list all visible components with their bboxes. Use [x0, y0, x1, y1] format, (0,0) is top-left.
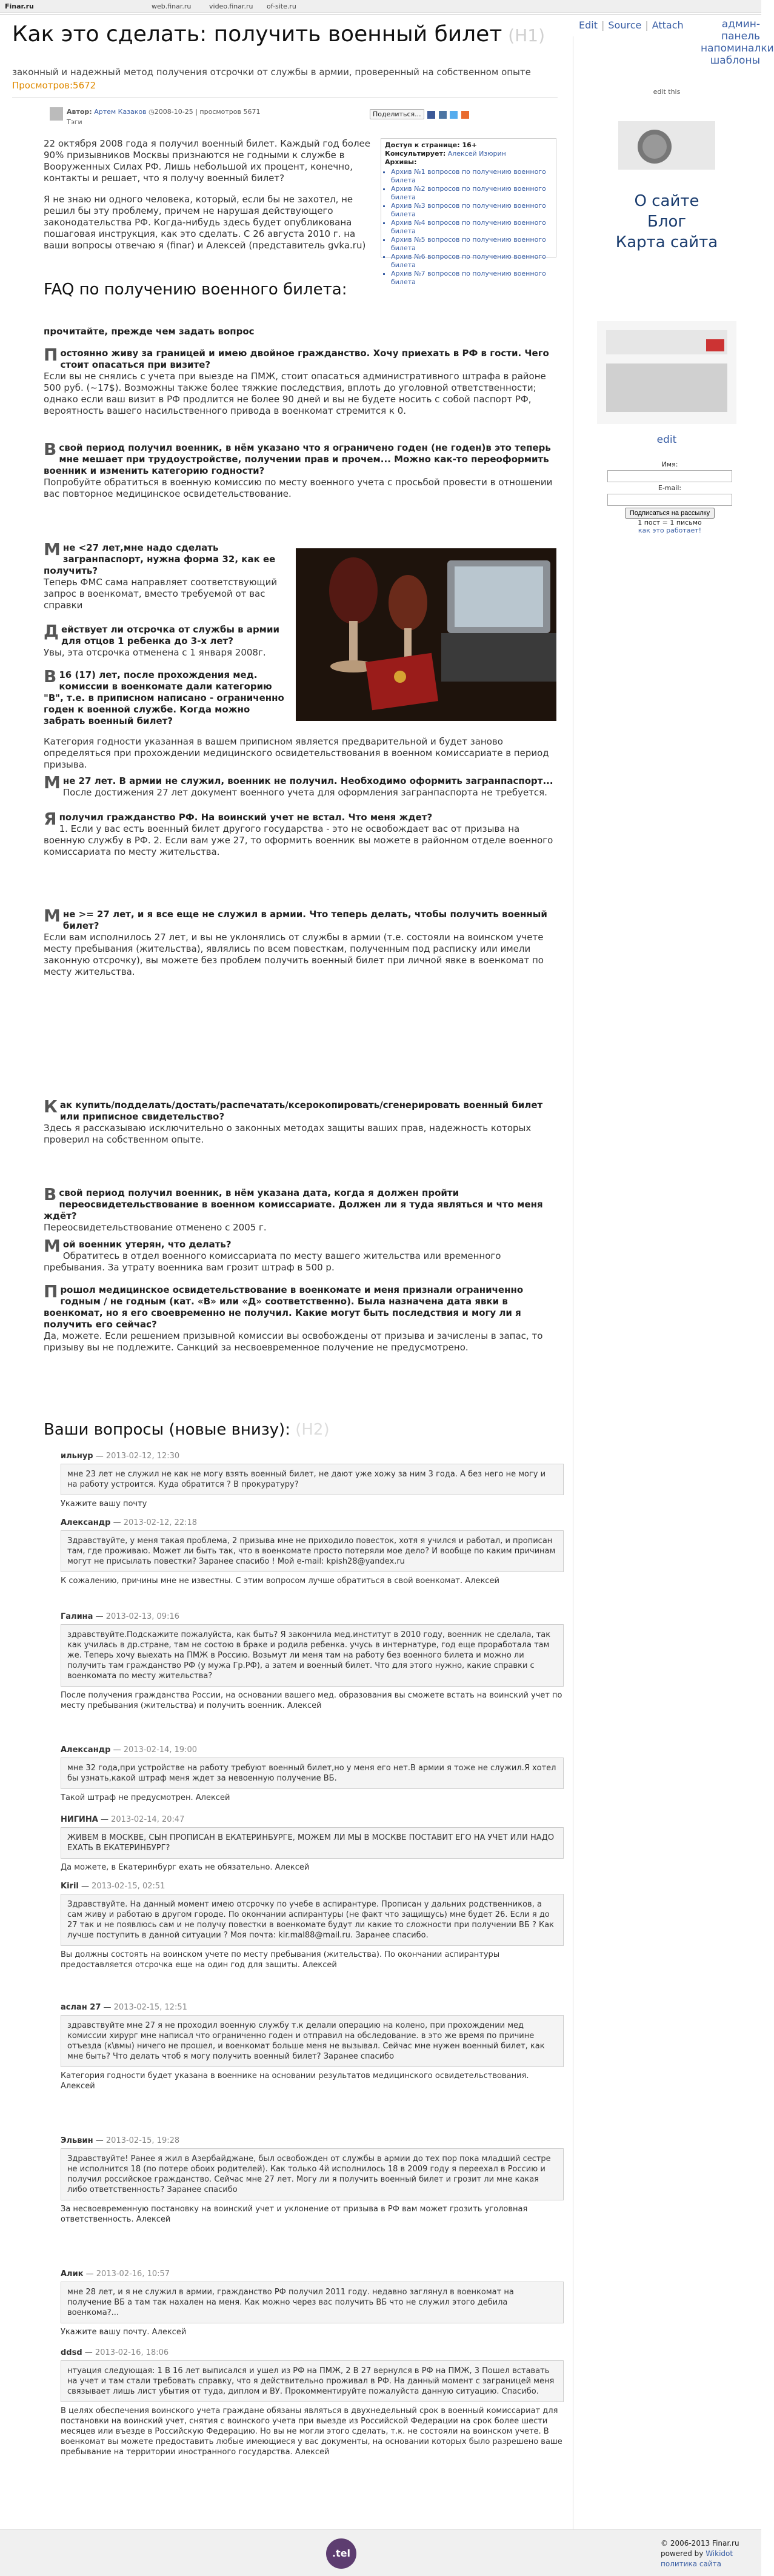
sidebar-ad [579, 321, 755, 427]
comment-author[interactable]: Александр [61, 1518, 111, 1527]
questions-heading-level: (H2) [295, 1421, 330, 1439]
comment-date: 2013-02-15, 12:51 [113, 2003, 187, 2012]
drop-cap: В [44, 1184, 57, 1204]
comment-author[interactable]: Эльвин [61, 2136, 93, 2145]
email-label: E-mail: [658, 484, 682, 492]
faq-question: ой военник утерян, что делать? [62, 1239, 232, 1250]
page-title [12, 22, 545, 47]
faq-question: свой период получил военник, в нём указана дата, когда я должен пройти переосвидетельствование в военном комиссариате. Должен ли я туда являться и что меня ждёт? [44, 1187, 543, 1221]
archive-link[interactable]: Архив №3 вопросов по получению военного билета [391, 202, 546, 218]
drop-cap: К [44, 1097, 58, 1117]
faq-item [44, 1097, 559, 1146]
drop-cap: Д [44, 621, 59, 641]
drop-cap: Я [44, 809, 57, 829]
comment-reply: К сожалению, причины мне не известны. С этим вопросом лучше обратиться в свой военкомат. Алексей [61, 1576, 499, 1585]
copyright: © 2006-2013 Finar.ru [661, 2539, 739, 2548]
email-field[interactable] [607, 494, 732, 506]
site-policy-link[interactable]: политика сайта [661, 2560, 721, 2568]
faq-item [44, 809, 559, 858]
comment-date: 2013-02-12, 12:30 [105, 1452, 180, 1461]
comment: ddsd — 2013-02-16, 18:06 нтуация следующая: 1 В 16 лет выписался и ушел из РФ на ПМЖ, 2 В 27 вернулся в РФ на ПМЖ, 3 Пошел вставать на учет и там стали требовать справку, что я действительно проживал в РФ. На данный момент с заграницей меня связывает лишь лист убытия от туда, диплом и ВУ. Прокомментируйте пожалуйста данную ситуацию. Спасибо. В целях обеспечения воинского учета граждане обязаны являться в двухнедельный срок в военный комиссариат для постановки на воинский учет, снятия с воинского учета при выезде из Российской Федерации на срок более шести месяцев или въезде в Российскую Федерацию. Но вы не могли этого сделать, т.к. не состояли на воинском учете. В военкомат вы можете предоставить любые имеющиеся у вас документы, на основании которых было разрешено ваше пребывание на территории иностранного государства. Алексей [61, 2348, 564, 2457]
sidebar-link-sitemap[interactable]: Карта сайта [615, 233, 718, 251]
faq-question: не >= 27 лет, и я все еще не служил в армии. Что теперь делать, чтобы получить военный билет? [62, 909, 547, 931]
questions-heading-text: Ваши вопросы (новые внизу): [44, 1421, 290, 1439]
drop-cap: М [44, 906, 61, 926]
twitter-icon[interactable] [450, 111, 458, 119]
intro-paragraph-2: Я не знаю ни одного человека, который, если бы не захотел, не решил бы эту проблему, причем не нарушая действующего законодательства РФ. Когда-нибудь здесь будет опубликована пошаговая инструкция, как это сделать. С 26 августа 2010 г. на ваши вопросы отвечаю я (finar) и Алексей (представитель gvka.ru) [44, 194, 366, 251]
drop-cap: М [44, 1236, 61, 1256]
access-level: Доступ к странице: 16+ [385, 141, 478, 149]
faq-answer: Теперь ФМС сама направляет соответствующий запрос в военкомат, вместо требуемой от вас справки [44, 577, 278, 611]
access-box [381, 138, 556, 286]
comment-reply: После получения гражданства России, на основании вашего мед. образования вы сможете встать на воинский учет по месту пребывания (жительства) и получить военник. Алексей [61, 1691, 562, 1710]
faq-answer: Категория годности указанная в вашем приписном является предварительной и будет заново определяться при прохождении медицинского освидетельствования в военном комиссариате в период призыва. [44, 736, 549, 770]
subscribe-button[interactable]: Подписаться на рассылку [625, 508, 715, 519]
faq-item [44, 666, 286, 727]
faq-item [44, 539, 286, 611]
comment-date: 2013-02-15, 02:51 [92, 1882, 165, 1891]
edit-links [579, 19, 684, 31]
author-row: Автор: Артем Казаков ◷2008-10-25 | просмотров 5671 [67, 108, 261, 116]
comment-body: Здравствуйте. На данный момент имею отсрочку по учебе в аспирантуре. Прописан у дальних родственников, а сам живу и работаю в другом городе. По окончании аспирантуры (не факт что защищусь) мне будет 26. Если я до 27 так и не появлюсь сам и не получу повестки в военкомате будут ли какие то сложности при получении ВБ ? Как лучше поступить в данной ситуации ? Моя почта: kir.mal88@mail.ru. Заранее спасибо. [61, 1894, 564, 1946]
photo-illustration [296, 548, 556, 721]
intro-paragraph-1: 22 октября 2008 года я получил военный билет. Каждый год более 90% призывников Москвы признаются не годными к службе в Вооруженных Силах РФ. Лишь небольшой их процент, конечно, контакты и решает, что я получу военный билет? [44, 138, 371, 184]
faq-answer: Здесь я рассказываю исключительно о законных методах защиты ваших прав, надежность которых проверил на собственном опыте. [44, 1123, 532, 1145]
faq-answer: Если вы не снялись с учета при выезде на ПМЖ, стоит опасаться административного штрафа в районе 500 руб. (~17$). Возможны также более тяжкие последствия, вплоть до уголовной ответственности; однако если ваш визит в РФ продлится не более 90 дней и вы не будете носить с собой паспорт РФ, вероятность вашего насильственного привода в военкомат стремится к 0. [44, 371, 546, 416]
consultant-label: Консультирует: [385, 150, 446, 158]
share-bar [370, 109, 469, 119]
comment-date: 2013-02-15, 19:28 [105, 2136, 180, 2145]
faq-item [44, 1184, 559, 1233]
comment-author[interactable]: Галина [61, 1612, 93, 1621]
comment-date: 2013-02-16, 10:57 [96, 2269, 170, 2279]
comment-reply: В целях обеспечения воинского учета граждане обязаны являться в двухнедельный срок в военный комиссариат для постановки на воинский учет, снятия с воинского учета при выезде из Российской Федерации на срок более шести месяцев или въезде в Российскую Федерацию. Но вы не могли этого сделать, т.к. не состояли на воинском учете. В военкомат вы можете предоставить любые имеющиеся у вас документы, на основании которых было разрешено ваше пребывание на территории иностранного государства. Алексей [61, 2406, 562, 2457]
comment: ильнур — 2013-02-12, 12:30 мне 23 лет не служил не как не могу взять военный билет, не дают уже хожу за ним 3 года. А без него не могу и на работу устроится. Куда обратится ? В прокуратуру? Укажите вашу почту [61, 1451, 564, 1509]
author-link[interactable]: Артем Казаков [94, 108, 147, 116]
comment-date: 2013-02-14, 19:00 [123, 1745, 198, 1754]
admin-link-4[interactable]: шаблоны [710, 55, 760, 67]
faq-item [44, 736, 559, 771]
vkontakte-icon[interactable] [439, 111, 447, 119]
sidebar-link-blog[interactable]: Блог [647, 213, 687, 231]
archive-link[interactable]: Архив №2 вопросов по получению военного билета [391, 185, 546, 201]
sidebar-edit-this [579, 85, 755, 96]
source-link[interactable]: Source [608, 19, 642, 31]
admin-link-2[interactable]: панель [721, 30, 760, 42]
author-avatar [50, 107, 63, 121]
comment-reply: Категория годности будет указана в военнике на основании результатов медицинского освидетельствования. Алексей [61, 2071, 529, 2091]
livejournal-icon[interactable] [461, 111, 469, 119]
faq-item [44, 1281, 559, 1353]
comment-body: ЖИВЕМ В МОСКВЕ, СЫН ПРОПИСАН В ЕКАТЕРИНБУРГЕ, МОЖЕМ ЛИ МЫ В МОСКВЕ ПОСТАВИТ ЕГО НА УЧЕТ ИЛИ НАДО ЕХАТЬ В ЕКАТЕРИНБУРГ? [61, 1827, 564, 1859]
comment-date: 2013-02-16, 18:06 [95, 2348, 169, 2357]
wikidot-link[interactable]: Wikidot [706, 2549, 733, 2558]
faq-question: не 27 лет. В армии не служил, военник не получил. Необходимо оформить загранпаспорт... [62, 775, 553, 786]
drop-cap: М [44, 539, 61, 559]
archive-link[interactable]: Архив №4 вопросов по получению военного билета [391, 219, 546, 235]
admin-link-3[interactable]: напоминалки [701, 42, 774, 55]
faq-question: не <27 лет,мне надо сделать загранпаспорт, нужна форма 32, как ее получить? [44, 542, 276, 576]
faq-answer: 1. Если у вас есть военный билет другого государства - это не освобождает вас от призыва на военную службу в РФ. 2. Если вам уже 27, то оформить военник вы можете в районном отделе военного комиссариата по месту жительства. [44, 823, 553, 857]
comment-author[interactable]: НИГИНА [61, 1815, 98, 1824]
admin-links [701, 18, 774, 67]
drop-cap: В [44, 666, 57, 686]
title-heading-level: (H1) [508, 25, 545, 45]
subscribe-box [600, 460, 739, 534]
topbar-link-video[interactable]: video.finar.ru [209, 2, 253, 10]
separator: | [601, 19, 605, 31]
faq-question: рошол медицинское освидетельствование в военкомате и меня признали ограниченно годным / не годным (кат. «В» или «Д» соответственно). Была назначена дата явки в военкомат, но я его своевременно не получил. Какие могут быть последствия и могу ли я получить его сейчас? [44, 1284, 524, 1330]
faq-item [44, 439, 559, 500]
title-divider [0, 14, 761, 15]
comment-body: мне 23 лет не служил не как не могу взять военный билет, не дают уже хожу за ним 3 года. А без него не могу и на работу устроится. Куда обратится ? В прокуратуру? [61, 1464, 564, 1495]
faq-question: ействует ли отсрочка от службы в армии для отцов 1 ребенка до 3-х лет? [61, 624, 279, 646]
footer-copy [661, 2538, 739, 2569]
powered-label: powered by [661, 2549, 704, 2558]
comment-author[interactable]: аслан 27 [61, 2003, 101, 2012]
topbar-link-of[interactable]: of-site.ru [267, 2, 296, 10]
comment-body: здравствуйте мне 27 я не проходил военную службу т.к делали операцию на колено, при прохождении мед комиссии хирург мне написал что ограниченно годен и отправил на обследование. в это же время по причине отъезда (к\вмы) ничего не прошел, и военкомат больше меня не вызывал. Сейчас мне нужен военный билет, как мне быть? Что делать чтоб я могу получить военный билет? Заранее спасибо [61, 2015, 564, 2067]
comment: Алик — 2013-02-16, 10:57 мне 28 лет, и я не служил в армии, гражданство РФ получил 2011 году. недавно заглянул в военкомат на получение ВБ а там так нахален на меня. Как можно через вас получить ВБ что не служил этого дебила военкома?... Укажите вашу почту. Алексей [61, 2269, 564, 2337]
faq-item [44, 1236, 559, 1273]
faq-question: 16 (17) лет, после прохождения мед. комиссии в военкомате дали категорию "В", т.е. в приписном написано - ограниченно годен к военной службе. Когда можно забрать военный билет? [44, 669, 284, 726]
faq-answer: После достижения 27 лет документ военного учета для оформления загранпаспорта не требуется. [62, 787, 547, 798]
faq-question: свой период получил военник, в нём указано что я ограничено годен (не годен)в это теперь мне мешает при трудоустройстве, получении прав и прочем... Можно как-то переоформить военник и изменить категорию годности? [44, 442, 551, 476]
comment-author[interactable]: Kiril [61, 1882, 79, 1891]
intro [44, 138, 371, 261]
drop-cap: П [44, 345, 58, 365]
top-bar [0, 0, 761, 13]
comment-author[interactable]: ddsd [61, 2348, 82, 2357]
archives-label: Архивы: [385, 158, 417, 166]
attach-link[interactable]: Attach [652, 19, 684, 31]
tel-logo[interactable]: .tel [326, 2538, 356, 2569]
sidebar-nav [579, 191, 755, 253]
faq-question: ак купить/подделать/достать/распечатать/ксерокопировать/сгенерировать военный билет или приписное свидетельство? [59, 1100, 543, 1122]
edit-this-link[interactable]: edit this [653, 88, 681, 96]
archive-link[interactable]: Архив №1 вопросов по получению военного билета [391, 168, 546, 184]
comment-author[interactable]: Алик [61, 2269, 84, 2279]
comment-reply: Такой штраф не предусмотрен. Алексей [61, 1793, 230, 1802]
comment: НИГИНА — 2013-02-14, 20:47 ЖИВЕМ В МОСКВЕ, СЫН ПРОПИСАН В ЕКАТЕРИНБУРГЕ, МОЖЕМ ЛИ МЫ В МОСКВЕ ПОСТАВИТ ЕГО НА УЧЕТ ИЛИ НАДО ЕХАТЬ В ЕКАТЕРИНБУРГ? Да можете, в Екатеринбург ехать не обязательно. Алексей [61, 1814, 564, 1873]
sidebar-edit-link[interactable]: edit [656, 434, 677, 446]
comment-author[interactable]: Александр [61, 1745, 111, 1754]
faq-answer: Попробуйте обратиться в военную комиссию по месту военного учета с просьбой провести в отношении вас повторное медицинское освидетельствование. [44, 477, 553, 499]
name-field[interactable] [607, 470, 732, 482]
faq-answer: Да, можете. Если решением призывной комиссии вы освобождены от призыва и зачислены в запас, то призыву вы не подлежите. Санкций за несвоевременное получение не предусмотрено. [44, 1330, 543, 1353]
comment: Александр — 2013-02-12, 22:18 Здравствуйте, у меня такая проблема, 2 призыва мне не приходило повесток, хотя я учился и работал, и прописан там, где проживаю. Может ли быть так, что в военкомате просто потеряли мое дело? И вообще по каким причинам могут не присылать повестки? Заранее спасибо ! Мой e-mail: kpish28@yandex.ru К сожалению, причины мне не известны. С этим вопросом лучше обратиться в свой военкомат. Алексей [61, 1518, 564, 1586]
views-meta: просмотров 5671 [199, 108, 261, 116]
comment: аслан 27 — 2013-02-15, 12:51 здравствуйте мне 27 я не проходил военную службу т.к делали операцию на колено, при прохождении мед комиссии хирург мне написал что ограниченно годен и отправил на обследование. в это же время по причине отъезда (к\вмы) ничего не прошел, и военкомат больше меня не вызывал. Сейчас мне нужен военный билет, как мне быть? Что делать чтоб я могу получить военный билет? Заранее спасибо Категория годности будет указана в военнике на основании результатов медицинского освидетельствования. Алексей [61, 2002, 564, 2091]
comment: Kiril — 2013-02-15, 02:51 Здравствуйте. На данный момент имею отсрочку по учебе в аспирантуре. Прописан у дальних родственников, а сам живу и работаю в другом городе. По окончании аспирантуры (не факт что защищусь) мне будет 26. Если я до 27 так и не появлюсь сам и не получу повестки в военкомате будут ли какие то сложности при получении ВБ ? Как лучше поступить в данной ситуации ? Моя почта: kir.mal88@mail.ru. Заранее спасибо. Вы должны состоять на воинском учете по месту пребывания (жительства). По окончании аспирантуры предоставляется отсрочка еще на один год для защиты. Алексей [61, 1881, 564, 1970]
sidebar-link-about[interactable]: О сайте [634, 192, 699, 210]
separator: | [645, 19, 649, 31]
sidebar-edit [579, 434, 755, 446]
faq-item [44, 906, 559, 978]
archive-link[interactable]: Архив №6 вопросов по получению военного билета [391, 253, 546, 269]
post-date-icon: ◷ [148, 108, 155, 116]
site-name[interactable]: Finar.ru [5, 2, 34, 10]
page-subtitle [12, 65, 558, 92]
faq-item [44, 772, 559, 798]
share-button[interactable]: Поделиться... [370, 109, 424, 119]
faq-heading: FAQ по получению военного билета: [44, 281, 347, 299]
name-label: Имя: [661, 460, 678, 468]
post-date: 2008-10-25 [154, 108, 193, 116]
archive-link[interactable]: Архив №5 вопросов по получению военного билета [391, 236, 546, 252]
comment-reply: За несвоевременную постановку на воинский учет и уклонение от призыва в РФ вам может грозить уголовная ответственность. Алексей [61, 2205, 528, 2224]
comment-date: 2013-02-12, 22:18 [123, 1518, 198, 1527]
faq-answer: Переосвидетельствование отменено с 2005 г. [44, 1222, 267, 1233]
comment-date: 2013-02-13, 09:16 [105, 1612, 179, 1621]
comment-reply: Укажите вашу почту [61, 1499, 147, 1509]
faq-question: получил гражданство РФ. На воинский учет не встал. Что меня ждет? [59, 812, 433, 823]
subscribe-note: 1 пост = 1 письмо [638, 519, 702, 526]
faq-answer: Если вам исполнилось 27 лет, и вы не уклонялись от службы в армии (т.е. состояли на воинском учете месту пребывания (жительства), являлись по всем повесткам, полученным под расписку или имели законную отсрочку), вы можете без проблем получить военный билет при личной явке в военкомат по месту жительства. [44, 932, 544, 977]
views-counter: Просмотров:5672 [12, 80, 96, 91]
comment-reply: Да можете, в Екатеринбург ехать не обязательно. Алексей [61, 1863, 310, 1872]
comment-reply: Укажите вашу почту. Алексей [61, 2328, 187, 2337]
archives-list [391, 168, 552, 287]
comment-body: мне 28 лет, и я не служил в армии, гражданство РФ получил 2011 году. недавно заглянул в военкомат на получение ВБ а там так нахален на меня. Как можно через вас получить ВБ что не служил этого дебила военкома?... [61, 2282, 564, 2323]
admin-link-1[interactable]: админ- [721, 18, 760, 30]
comment-date: 2013-02-14, 20:47 [111, 1815, 185, 1824]
footer [0, 2529, 761, 2576]
edit-link[interactable]: Edit [579, 19, 598, 31]
archive-link[interactable]: Архив №7 вопросов по получению военного билета [391, 270, 546, 286]
page-title-text: Как это сделать: получить военный билет [12, 22, 502, 47]
drop-cap: П [44, 1281, 58, 1301]
sidebar-banner-graphic [618, 121, 715, 170]
drop-cap: М [44, 772, 61, 792]
questions-heading [44, 1421, 330, 1439]
divider [12, 97, 558, 98]
read-first: прочитайте, прежде чем задать вопрос [44, 326, 255, 337]
faq-answer: Увы, эта отсрочка отменена с 1 января 2008г. [44, 647, 266, 658]
tags-label[interactable]: Тэги [67, 118, 82, 126]
comment-body: Здравствуйте, у меня такая проблема, 2 призыва мне не приходило повесток, хотя я учился и работал, и прописан там, где проживаю. Может ли быть так, что в военкомате просто потеряли мое дело? И вообще по каким причинам могут не присылать повестки? Заранее спасибо ! Мой e-mail: kpish28@yandex.ru [61, 1530, 564, 1572]
author-label: Автор: [67, 108, 92, 116]
faq-question: остоянно живу за границей и имею двойное гражданство. Хочу приехать в РФ в гости. Чего стоит опасаться при визите? [60, 348, 549, 370]
comment-author[interactable]: ильнур [61, 1452, 93, 1461]
comment-body: здравствуйте.Подскажите пожалуйста, как быть? Я закончила мед.институт в 2010 году, военник не сделала, так как училась в др.стране, там не состою в браке и родила ребенка. учусь в интернатуре, год еще проработала там же. Теперь хочу выехать на ПМЖ в Россию. Возьмут ли меня там на работу без военного билета и можно ли получить там гражданство РФ (у мужа Гр.РФ), а затем и военный билет. Что для этого нужно, какие справки с военкомата по месту жительства? [61, 1624, 564, 1687]
topbar-link-web[interactable]: web.finar.ru [152, 2, 192, 10]
comment-body: Здравствуйте! Ранее я жил в Азербайджане, был освобожден от службы в армии до тех пор пока младший сестре не исполнится 18 (по потере обоих родителей). Как только 4й исполнилось 18 в 2009 году я переехал в Россию и получил российское гражданство. Сейчас мне 27 лет. Могу ли я получить военный билет и грозит ли мне какая либо ответственность? Заранее спасибо [61, 2148, 564, 2200]
comment: Галина — 2013-02-13, 09:16 здравствуйте.Подскажите пожалуйста, как быть? Я закончила мед.институт в 2010 году, военник не сделала, так как училась в др.стране, там не состою в браке и родила ребенка. учусь в интернатуре, год еще проработала там же. Теперь хочу выехать на ПМЖ в Россию. Возьмут ли меня там на работу без военного билета и можно ли получить там гражданство РФ (у мужа Гр.РФ), а затем и военный билет. Что для этого нужно, какие справки с военкомата по месту жительства? После получения гражданства России, на основании вашего мед. образования вы сможете встать на воинский учет по месту пребывания (жительства) и получить военник. Алексей [61, 1612, 564, 1711]
comment-body: мне 32 года,при устройстве на работу требуют военный билет,но у меня его нет.В армии я тоже не служил.Я хотел бы узнать,какой штраф меня ждет за невоенную получение ВБ. [61, 1758, 564, 1789]
military-id-photo [296, 548, 556, 721]
comment: Эльвин — 2013-02-15, 19:28 Здравствуйте! Ранее я жил в Азербайджане, был освобожден от службы в армии до тех пор пока младший сестре не исполнится 18 (по потере обоих родителей). Как только 4й исполнилось 18 в 2009 году я переехал в Россию и получил российское гражданство. Сейчас мне 27 лет. Могу ли я получить военный билет и грозит ли мне какая либо ответственность? Заранее спасибо За несвоевременную постановку на воинский учет и уклонение от призыва в РФ вам может грозить уголовная ответственность. Алексей [61, 2136, 564, 2225]
faq-item [44, 621, 286, 659]
drop-cap: В [44, 439, 57, 459]
sidebar-banner [579, 121, 755, 172]
consultant-link[interactable]: Алексей Изюрин [447, 150, 506, 158]
comment: Александр — 2013-02-14, 19:00 мне 32 года,при устройстве на работу требуют военный билет,но у меня его нет.В армии я тоже не служил.Я хотел бы узнать,какой штраф меня ждет за невоенную получение ВБ. Такой штраф не предусмотрен. Алексей [61, 1745, 564, 1803]
comment-reply: Вы должны состоять на воинском учете по месту пребывания (жительства). По окончании аспирантуры предоставляется отсрочка еще на один год для защиты. Алексей [61, 1950, 500, 1970]
sidebar-ad-graphic[interactable] [597, 321, 736, 424]
subtitle-text: законный и надежный метод получения отсрочки от службы в армии, проверенный на собственном опыте [12, 67, 531, 78]
faq-item [44, 345, 559, 417]
how-it-works-link[interactable]: как это работает! [638, 526, 702, 534]
facebook-icon[interactable] [427, 111, 435, 119]
faq-answer: Обратитесь в отдел военного комиссариата по месту вашего жительства или временного пребывания. За утрату военника вам грозит штраф в 500 р. [44, 1250, 501, 1273]
comment-body: нтуация следующая: 1 В 16 лет выписался и ушел из РФ на ПМЖ, 2 В 27 вернулся в РФ на ПМЖ, 3 Пошел вставать на учет и там стали требовать справку, что я действительно проживал в РФ. На данный момент с заграницей меня связывает лишь лист убытия от туда, диплом и ВУ. Прокомментируйте пожалуйста данную ситуацию. Спасибо. [61, 2360, 564, 2402]
